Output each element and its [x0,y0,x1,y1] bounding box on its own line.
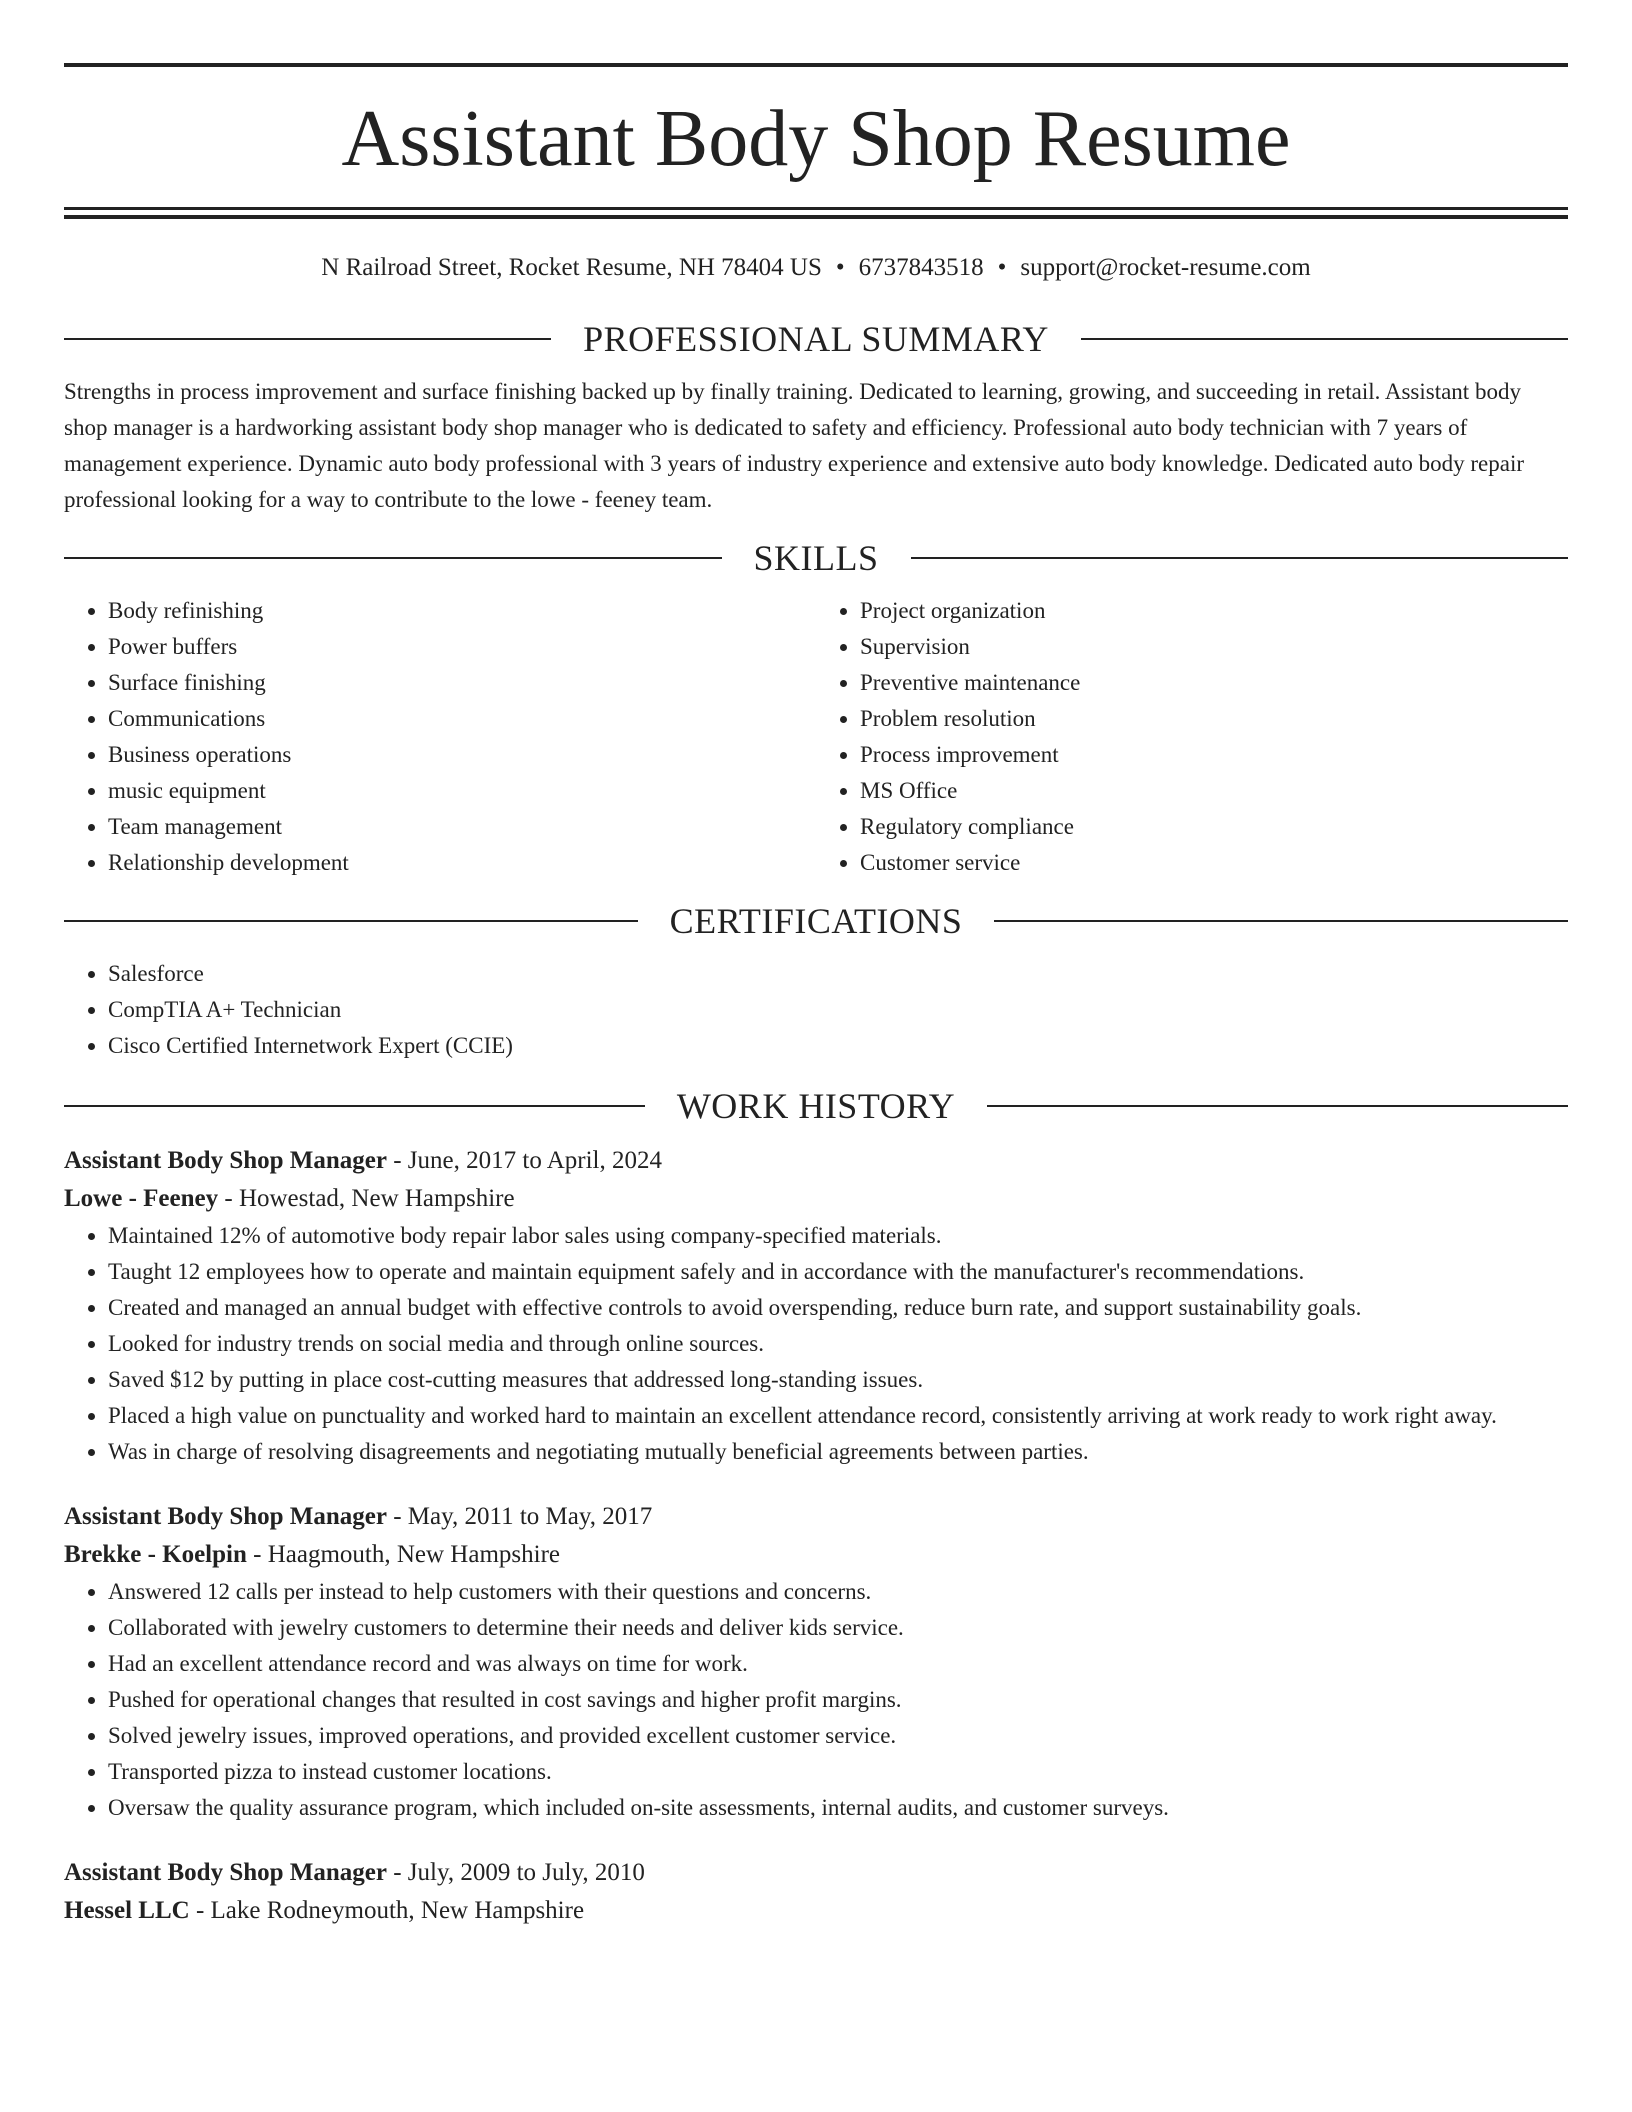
job-entry [64,1854,1568,1930]
contact-separator: • [997,254,1007,281]
certification-item: • Cisco Certified Internetwork Expert (CCIE) [108,1028,1568,1064]
skill-item: • Power buffers [108,629,816,665]
section-title: WORK HISTORY [676,1086,956,1126]
job-title: Assistant Body Shop Manager [64,1147,387,1174]
job-duty-item: • Saved $12 by putting in place cost-cutting measures that addressed long-standing issues. [108,1362,1568,1398]
skills-list-left [64,593,816,881]
skill-item: • music equipment [108,773,816,809]
contact-email: support@rocket-resume.com [1020,254,1311,281]
contact-address: N Railroad Street, Rocket Resume, NH 78404 US [321,254,822,281]
job-dates: - July, 2009 to July, 2010 [386,1859,645,1886]
job-location: - Howestad, New Hampshire [218,1185,515,1212]
section-header-summary [64,317,1568,361]
job-company: Brekke - Koelpin [64,1541,247,1568]
job-title: Assistant Body Shop Manager [64,1503,387,1530]
contact-line [64,251,1568,285]
section-title: CERTIFICATIONS [669,901,963,941]
section-header-skills [64,536,1568,580]
section-title: PROFESSIONAL SUMMARY [583,319,1049,359]
section-rule [1081,338,1568,340]
job-duty-item: • Placed a high value on punctuality and worked hard to maintain an excellent attendance record, consistently arriving at work ready to work right away. [108,1398,1568,1434]
resume-page [64,0,1568,1930]
job-duties-list [64,1218,1568,1470]
skill-item: • Problem resolution [860,701,1568,737]
job-duty-item: • Oversaw the quality assurance program, which included on-site assessments, internal audits, and customer surveys. [108,1790,1568,1826]
skills-columns [64,593,1568,881]
job-title-line [64,1498,1568,1536]
section-header-certifications [64,899,1568,943]
section-title: SKILLS [753,538,879,578]
job-duty-item: • Had an excellent attendance record and was always on time for work. [108,1646,1568,1682]
job-location: - Haagmouth, New Hampshire [246,1541,561,1568]
job-entry [64,1142,1568,1470]
job-title-line [64,1854,1568,1892]
title-double-rule [64,207,1568,219]
skills-list-right [816,593,1568,881]
job-dates: - June, 2017 to April, 2024 [386,1147,662,1174]
contact-phone: 6737843518 [858,254,984,281]
section-rule [64,338,551,340]
skill-item: • MS Office [860,773,1568,809]
section-rule [911,557,1569,559]
job-duty-item: • Looked for industry trends on social media and through online sources. [108,1326,1568,1362]
job-title: Assistant Body Shop Manager [64,1859,387,1886]
job-duty-item: • Pushed for operational changes that resulted in cost savings and higher profit margins. [108,1682,1568,1718]
skill-item: • Team management [108,809,816,845]
skill-item: • Preventive maintenance [860,665,1568,701]
skill-item: • Process improvement [860,737,1568,773]
job-duty-item: • Maintained 12% of automotive body repair labor sales using company-specified materials. [108,1218,1568,1254]
summary-text: Strengths in process improvement and surface finishing backed up by finally training. Dedicated to learning, growing, and succeeding in retail. Assistant body shop manager is a hardworking assistant body shop manager who is dedicated to safety and efficiency. Professional auto body technician with 7 years of management experience. Dynamic auto body professional with 3 years of industry experience and extensive auto body knowledge. Dedicated auto body repair professional looking for a way to contribute to the lowe - feeney team. [64,379,1525,512]
job-dates: - May, 2011 to May, 2017 [386,1503,653,1530]
job-duties-list [64,1574,1568,1826]
skill-item: • Relationship development [108,845,816,881]
page-title: Assistant Body Shop Resume [341,95,1291,183]
job-company-line [64,1180,1568,1218]
job-location: - Lake Rodneymouth, New Hampshire [189,1897,585,1924]
skill-item: • Supervision [860,629,1568,665]
section-rule [64,920,638,922]
job-duty-item: • Answered 12 calls per instead to help customers with their questions and concerns. [108,1574,1568,1610]
section-rule [64,1105,645,1107]
section-rule [994,920,1568,922]
job-company-line [64,1536,1568,1574]
skill-item: • Communications [108,701,816,737]
job-title-line [64,1142,1568,1180]
job-duty-item: • Taught 12 employees how to operate and maintain equipment safely and in accordance with the manufacturer's recommendations. [108,1254,1568,1290]
job-duty-item: • Was in charge of resolving disagreements and negotiating mutually beneficial agreements between parties. [108,1434,1568,1470]
job-company-line [64,1892,1568,1930]
skill-item: • Customer service [860,845,1568,881]
certification-item: • Salesforce [108,956,1568,992]
job-duty-item: • Solved jewelry issues, improved operations, and provided excellent customer service. [108,1718,1568,1754]
skill-item: • Business operations [108,737,816,773]
job-duty-item: • Transported pizza to instead customer locations. [108,1754,1568,1790]
top-rule [64,63,1568,67]
certification-item: • CompTIA A+ Technician [108,992,1568,1028]
section-rule [64,557,722,559]
job-duty-item: • Collaborated with jewelry customers to determine their needs and deliver kids service. [108,1610,1568,1646]
job-entry [64,1498,1568,1826]
certifications-list [64,956,1568,1064]
job-company: Hessel LLC [64,1897,190,1924]
skill-item: • Regulatory compliance [860,809,1568,845]
skill-item: • Project organization [860,593,1568,629]
work-history-list [64,1142,1568,1930]
job-company: Lowe - Feeney [64,1185,219,1212]
skill-item: • Body refinishing [108,593,816,629]
section-rule [987,1105,1568,1107]
section-header-work [64,1084,1568,1128]
contact-separator: • [835,254,845,281]
job-duty-item: • Created and managed an annual budget with effective controls to avoid overspending, reduce burn rate, and support sustainability goals. [108,1290,1568,1326]
skill-item: • Surface finishing [108,665,816,701]
